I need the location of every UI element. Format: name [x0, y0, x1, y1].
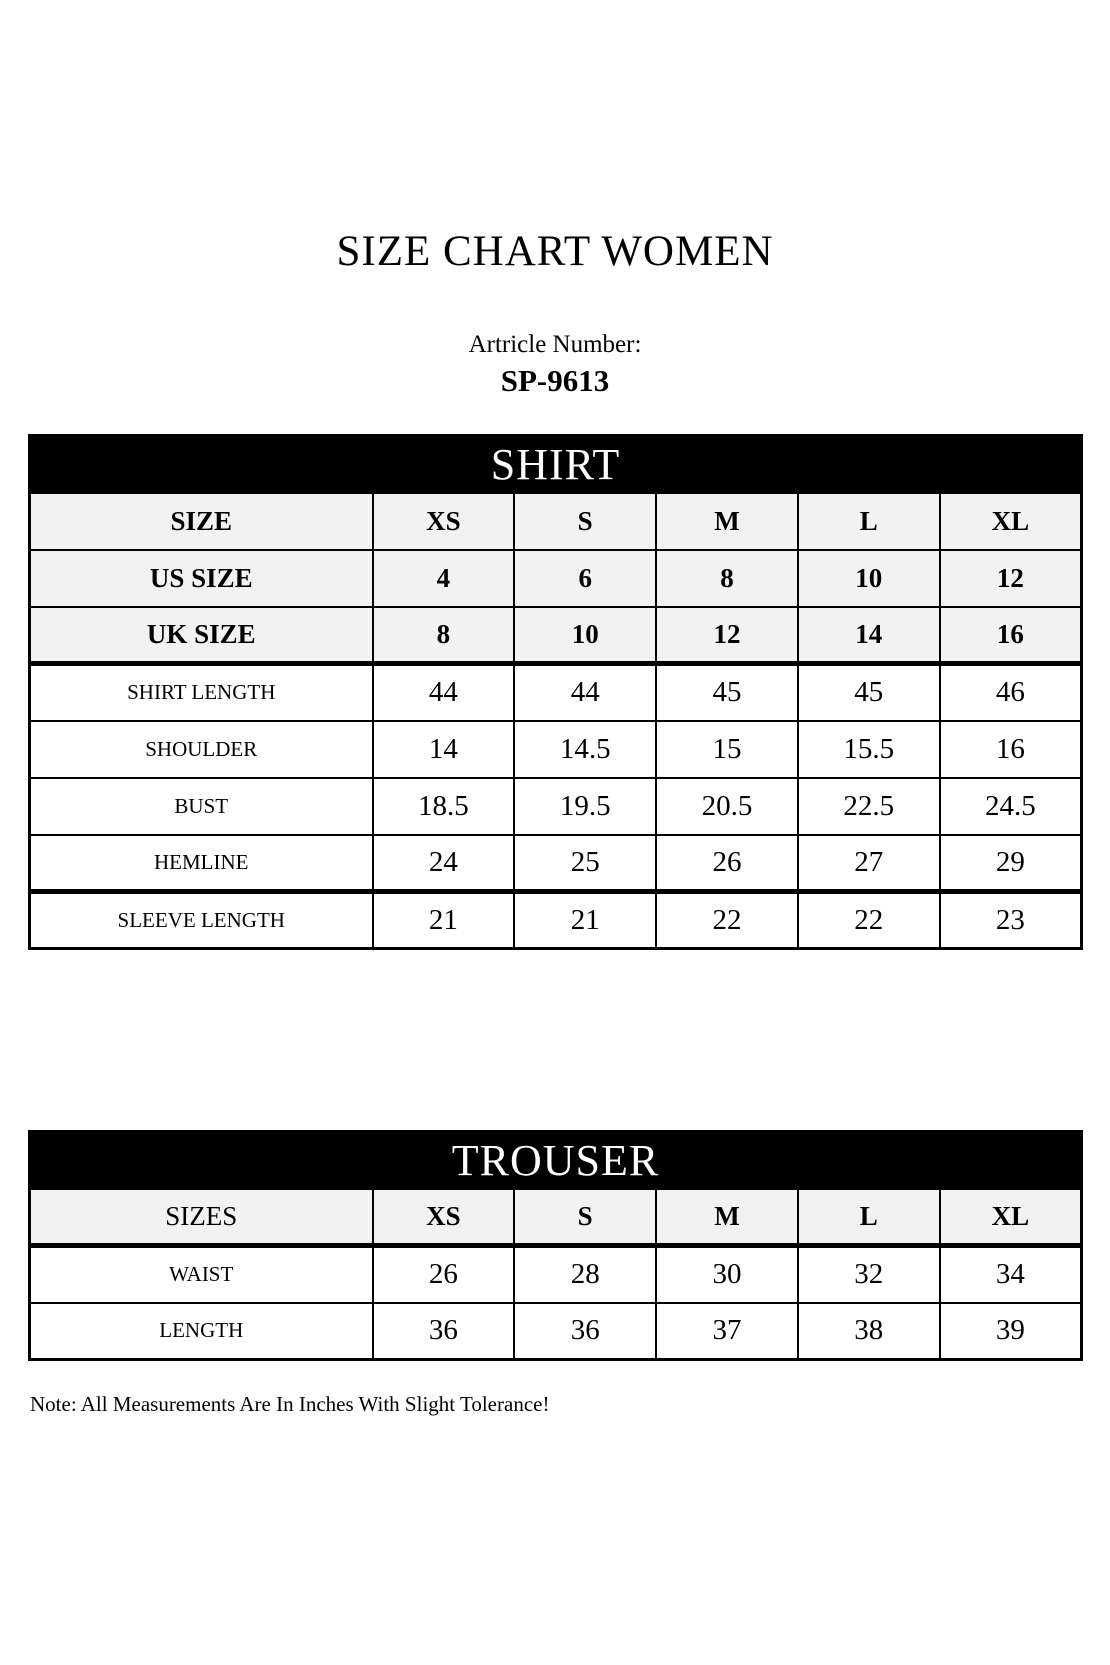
row-label: BUST: [30, 778, 373, 835]
size-header-cell: XL: [940, 493, 1082, 550]
size-header-cell: M: [656, 493, 798, 550]
table-cell: 14: [373, 721, 515, 778]
table-cell: 8: [373, 607, 515, 664]
table-row: [30, 1189, 1082, 1246]
table-cell: 30: [656, 1246, 798, 1303]
table-row: [30, 721, 1082, 778]
table-cell: 19.5: [514, 778, 656, 835]
table-cell: 28: [514, 1246, 656, 1303]
table-cell: 6: [514, 550, 656, 607]
table-cell: 27: [798, 835, 940, 892]
row-label: WAIST: [30, 1246, 373, 1303]
table-cell: 8: [656, 550, 798, 607]
table-cell: 12: [656, 607, 798, 664]
table-cell: 39: [940, 1303, 1082, 1360]
table-cell: 22.5: [798, 778, 940, 835]
size-header-cell: XS: [373, 493, 515, 550]
table-cell: 38: [798, 1303, 940, 1360]
table-row: [30, 493, 1082, 550]
table-cell: 45: [798, 664, 940, 721]
table-row: [30, 835, 1082, 892]
table-cell: 36: [514, 1303, 656, 1360]
table-cell: 24.5: [940, 778, 1082, 835]
size-header-cell: XS: [373, 1189, 515, 1246]
row-label: SHIRT LENGTH: [30, 664, 373, 721]
table-cell: 46: [940, 664, 1082, 721]
trouser-table-title: TROUSER: [30, 1132, 1082, 1189]
table-row: [30, 778, 1082, 835]
table-cell: 15.5: [798, 721, 940, 778]
table-cell: 18.5: [373, 778, 515, 835]
row-label: SLEEVE LENGTH: [30, 892, 373, 949]
table-cell: 14.5: [514, 721, 656, 778]
table-cell: 25: [514, 835, 656, 892]
row-label: SHOULDER: [30, 721, 373, 778]
size-header-cell: XL: [940, 1189, 1082, 1246]
table-cell: 22: [798, 892, 940, 949]
table-cell: 32: [798, 1246, 940, 1303]
row-label: LENGTH: [30, 1303, 373, 1360]
shirt-table-band: [30, 436, 1082, 493]
row-label: HEMLINE: [30, 835, 373, 892]
table-row: [30, 1246, 1082, 1303]
row-label: SIZES: [30, 1189, 373, 1246]
table-cell: 37: [656, 1303, 798, 1360]
table-cell: 23: [940, 892, 1082, 949]
table-cell: 44: [514, 664, 656, 721]
table-cell: 14: [798, 607, 940, 664]
trouser-table-band: [30, 1132, 1082, 1189]
trouser-size-table: [28, 1130, 1083, 1361]
size-header-cell: L: [798, 493, 940, 550]
table-row: [30, 607, 1082, 664]
table-cell: 22: [656, 892, 798, 949]
table-cell: 26: [656, 835, 798, 892]
table-cell: 34: [940, 1246, 1082, 1303]
note-text: Note: All Measurements Are In Inches With Slight Tolerance!: [30, 1392, 550, 1416]
size-header-cell: S: [514, 493, 656, 550]
row-label: SIZE: [30, 493, 373, 550]
table-cell: 4: [373, 550, 515, 607]
table-cell: 16: [940, 721, 1082, 778]
table-row: [30, 550, 1082, 607]
table-cell: 29: [940, 835, 1082, 892]
shirt-size-table: [28, 434, 1083, 950]
table-cell: 12: [940, 550, 1082, 607]
table-cell: 10: [798, 550, 940, 607]
table-cell: 26: [373, 1246, 515, 1303]
table-row: [30, 892, 1082, 949]
article-number-label: Artricle Number:: [468, 331, 642, 358]
table-cell: 10: [514, 607, 656, 664]
size-header-cell: M: [656, 1189, 798, 1246]
table-cell: 21: [514, 892, 656, 949]
table-row: [30, 664, 1082, 721]
shirt-table-title: SHIRT: [30, 436, 1082, 493]
article-number-value: SP-9613: [500, 363, 610, 398]
page-title: SIZE CHART WOMEN: [336, 228, 774, 275]
table-cell: 45: [656, 664, 798, 721]
table-cell: 15: [656, 721, 798, 778]
table-cell: 44: [373, 664, 515, 721]
size-header-cell: S: [514, 1189, 656, 1246]
table-cell: 21: [373, 892, 515, 949]
row-label: US SIZE: [30, 550, 373, 607]
table-cell: 20.5: [656, 778, 798, 835]
table-cell: 16: [940, 607, 1082, 664]
row-label: UK SIZE: [30, 607, 373, 664]
table-row: [30, 1303, 1082, 1360]
table-cell: 24: [373, 835, 515, 892]
size-header-cell: L: [798, 1189, 940, 1246]
table-cell: 36: [373, 1303, 515, 1360]
